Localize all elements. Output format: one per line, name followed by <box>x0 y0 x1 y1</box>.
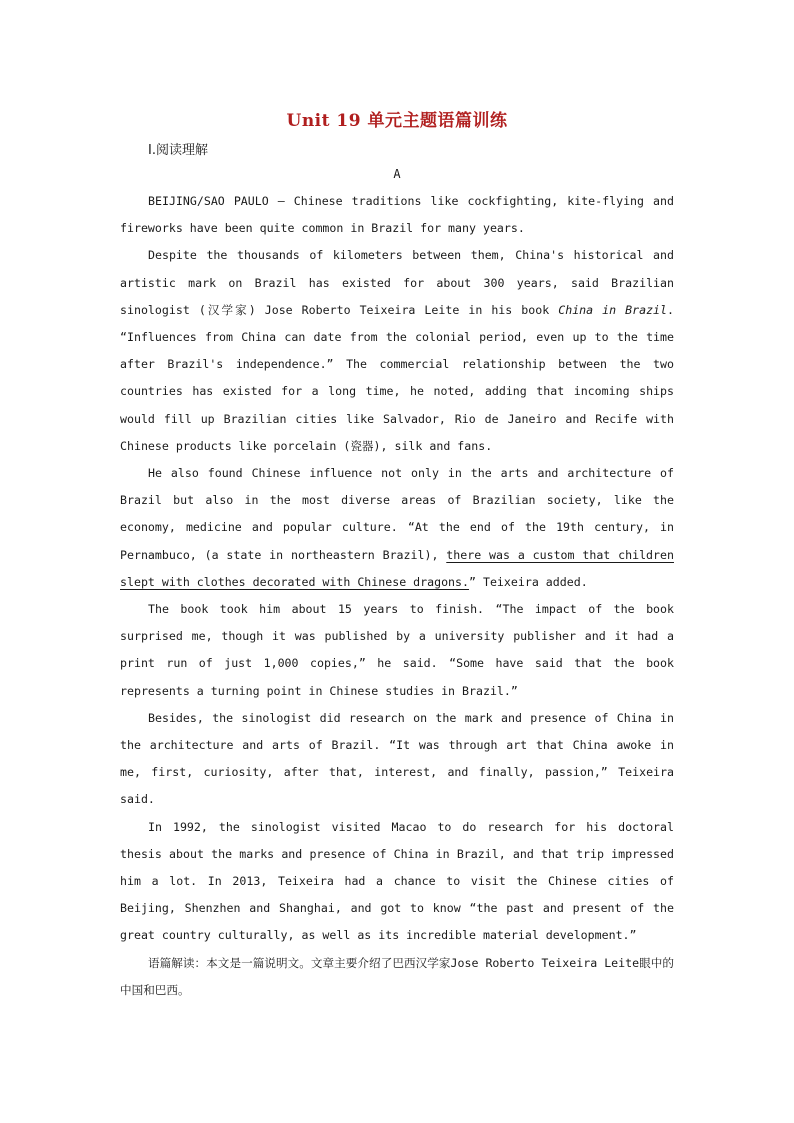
paragraph-5: Besides, the sinologist did research on the mark and presence of China in the architecture and arts of Brazil. “It was through art that China awoke in me, first, curiosity, after that, interest, and finally, passion,” Teixeira said. <box>120 710 674 807</box>
paragraph-4: The book took him about 15 years to finish. “The impact of the book surprised me, though it was published by a university publisher and it had a print run of just 1,000 copies,” he said. “Some have said that the book represents a turning point in Chinese studies in Brazil.” <box>120 602 674 698</box>
paragraph-3 <box>120 460 674 596</box>
underlined-sentence: there was a custom that children slept with clothes decorated with Chinese dragons. <box>120 547 674 589</box>
paragraph-2 <box>120 242 674 460</box>
paragraph-6: In 1992, the sinologist visited Macao to do research for his doctoral thesis about the marks and presence of China in Brazil, and that trip impressed him a lot. In 2013, Teixeira had a chance to visit the Chinese cities of Beijing, Shenzhen and Shanghai, and got to know “the past and present of the great country culturally, as well as its incredible material development.” <box>120 819 674 943</box>
section-heading: Ⅰ.阅读理解 <box>148 143 208 158</box>
passage-body <box>120 188 674 1004</box>
passage-label: A <box>393 167 401 181</box>
paragraph-2-text-a: Despite the thousands of kilometers between them, China's historical and artistic mark on Brazil has existed for about 300 years, said Brazilian sinologist (汉学家) Jose Roberto Teixeira Leite in his book <box>120 248 674 317</box>
page-title: Unit 19 单元主题语篇训练 <box>286 111 508 131</box>
paragraph-1: BEIJING/SAO PAULO — Chinese traditions like cockfighting, kite-flying and fireworks have been quite common in Brazil for many years. <box>120 194 674 236</box>
paragraph-2-text-b: . “Influences from China can date from the colonial period, even up to the time after Brazil's independence.” The commercial relationship between the two countries has existed for a long time, he noted, adding that incoming ships would fill up Brazilian cities like Salvador, Rio de Janeiro and Recife with Chinese products like porcelain (瓷器), silk and fans. <box>120 302 675 453</box>
paragraph-3-text-a: He also found Chinese influence not only in the arts and architecture of Brazil but also in the most diverse areas of Brazilian society, like the economy, medicine and popular culture. “At the end of the 19th century, in Pernambuco, (a state in northeastern Brazil), <box>120 466 674 562</box>
book-title: China in Brazil <box>558 302 668 317</box>
passage-analysis: 语篇解读：本文是一篇说明文。文章主要介绍了巴西汉学家Jose Roberto Teixeira Leite眼中的中国和巴西。 <box>120 955 674 997</box>
paragraph-3-text-b: ” Teixeira added. <box>469 574 588 589</box>
